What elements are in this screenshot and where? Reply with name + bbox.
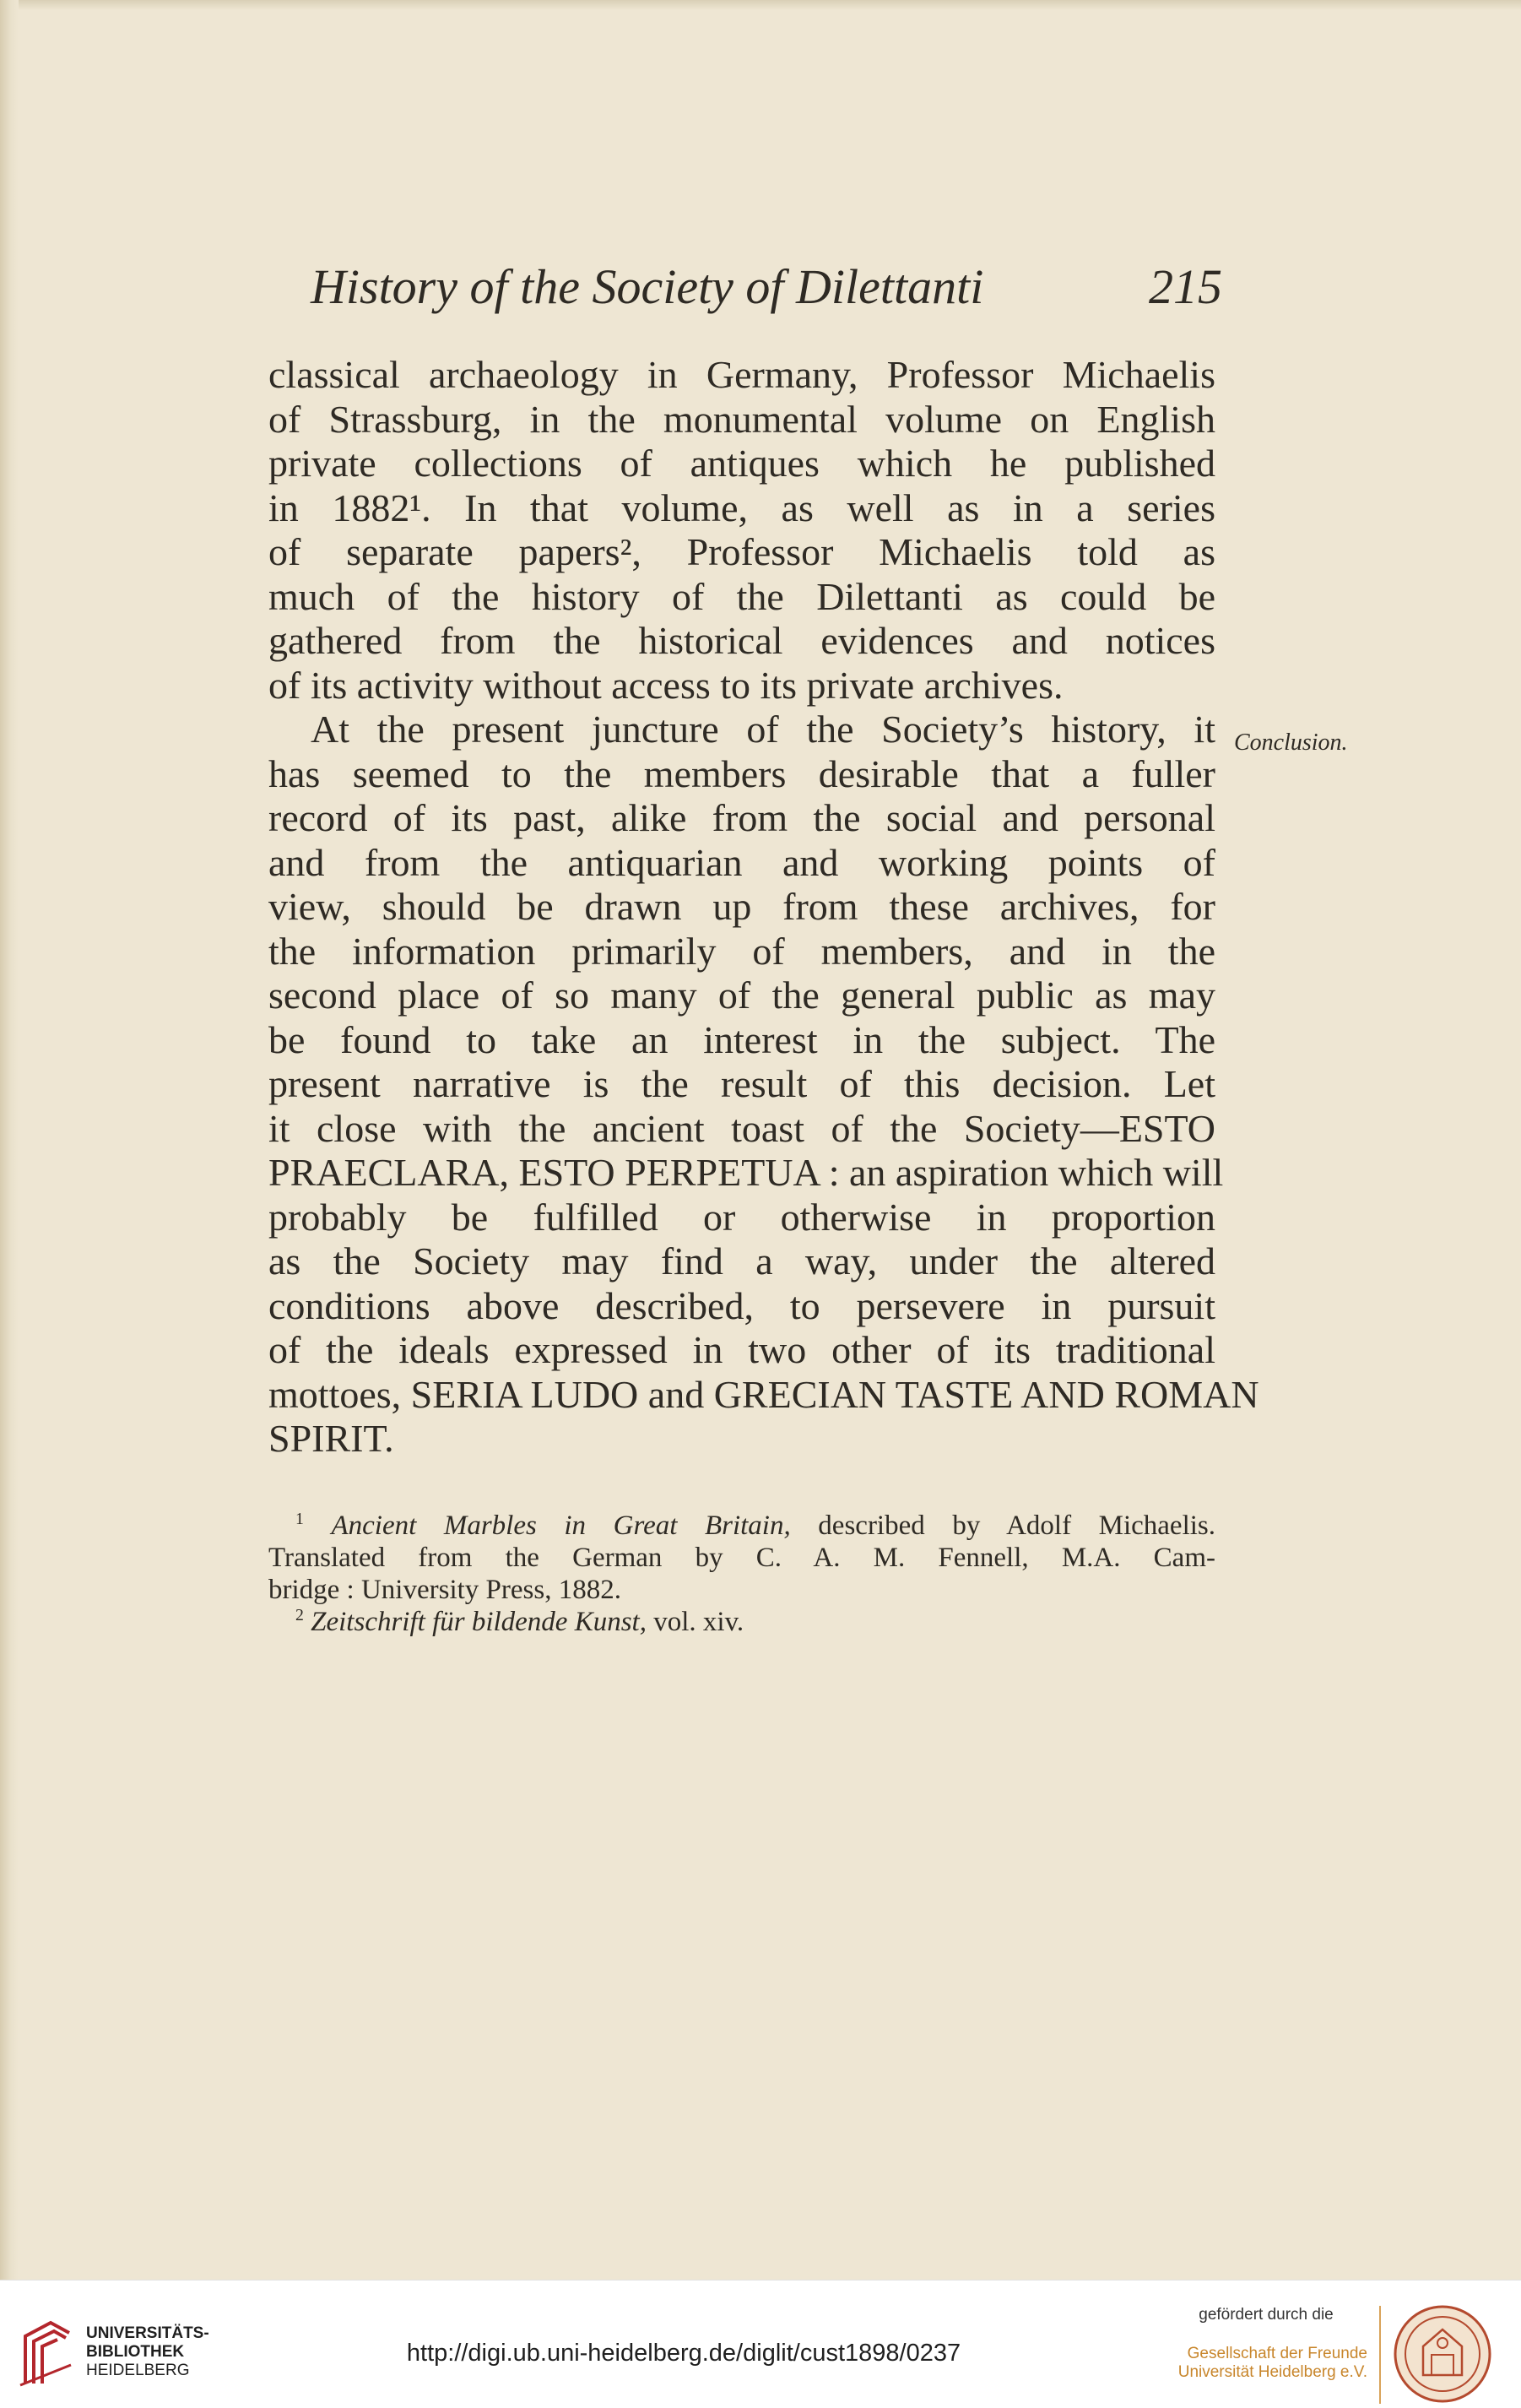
body-line: of the ideals expressed in two other of its traditional xyxy=(268,1328,1215,1371)
body-line: in 1882¹. In that volume, as well as in a series xyxy=(268,485,1215,529)
body-line: much of the history of the Dilettanti as could be xyxy=(268,574,1215,618)
footnote-line: bridge : University Press, 1882. xyxy=(268,1575,621,1605)
body-line: has seemed to the members desirable that a fuller xyxy=(268,751,1215,795)
footnote-2 xyxy=(268,1606,1215,1638)
library-name-line: HEIDELBERG xyxy=(86,2362,190,2379)
footnote-title: Ancient Marbles in Great Britain, xyxy=(331,1510,791,1541)
permalink-url[interactable]: http://digi.ub.uni-heidelberg.de/diglit/cust1898/0237 xyxy=(406,2340,961,2367)
footnote-title: Zeitschrift für bildende Kunst, xyxy=(311,1607,647,1637)
body-line: probably be fulfilled or otherwise in proportion xyxy=(268,1195,1215,1239)
page-number: 215 xyxy=(1149,259,1222,314)
body-line: present narrative is the result of this decision. Let xyxy=(268,1062,1215,1105)
footnote-line: Translated from the German by C. A. M. Fennell, M.A. Cam- xyxy=(268,1543,1215,1573)
body-line: the information primarily of members, and in the xyxy=(268,929,1215,973)
body-line: record of its past, alike from the social and personal xyxy=(268,796,1215,839)
sponsor-name-line: Gesellschaft der Freunde xyxy=(1187,2345,1367,2362)
sponsor-block xyxy=(1165,2306,1367,2382)
footnote-marker: 1 xyxy=(295,1510,304,1528)
body-line: be found to take an interest in the subject. The xyxy=(268,1017,1215,1061)
sponsor-divider xyxy=(1379,2306,1381,2404)
body-line: it close with the ancient toast of the Society—ESTO xyxy=(268,1106,1215,1150)
body-line: of its activity without access to its private archives. xyxy=(268,663,1064,707)
footnotes xyxy=(268,1510,1215,1638)
body-line: conditions above described, to persevere in pursuit xyxy=(268,1283,1215,1327)
page-gutter-edge xyxy=(0,0,19,2280)
body-line: private collections of antiques which he published xyxy=(268,442,1215,485)
body-line: At the present juncture of the Society’s history, it xyxy=(311,708,1215,751)
body-line: gathered from the historical evidences and notices xyxy=(268,619,1215,662)
footnote-marker: 2 xyxy=(295,1606,304,1624)
body-line: classical archaeology in Germany, Professor Michaelis xyxy=(268,353,1215,396)
footnote-1 xyxy=(268,1510,1215,1542)
body-line: SPIRIT. xyxy=(268,1417,394,1460)
running-head-title: History of the Society of Dilettanti xyxy=(311,259,984,314)
footnote-text: vol. xiv. xyxy=(646,1607,744,1637)
university-seal-icon xyxy=(1393,2304,1492,2404)
sponsor-caption: gefördert durch die xyxy=(1199,2306,1334,2324)
footer-bar xyxy=(0,2280,1521,2408)
library-name xyxy=(86,2324,209,2380)
library-name-line: BIBLIOTHEK xyxy=(86,2343,185,2361)
body-line: and from the antiquarian and working points of xyxy=(268,840,1215,884)
body-line: view, should be drawn up from these archives, for xyxy=(268,885,1215,928)
body-line: second place of so many of the general public as may xyxy=(268,974,1215,1017)
body-text xyxy=(268,353,1259,1462)
page-top-edge xyxy=(0,0,1521,10)
sponsor-name xyxy=(1165,2345,1367,2382)
body-line: of separate papers², Professor Michaelis told as xyxy=(268,530,1215,573)
running-head xyxy=(268,253,1222,321)
body-line: mottoes, SERIA LUDO and GRECIAN TASTE AND ROMAN xyxy=(268,1372,1259,1416)
body-line: as the Society may find a way, under the altered xyxy=(268,1239,1215,1283)
library-logo-icon xyxy=(17,2318,74,2387)
margin-note: Conclusion. xyxy=(1234,729,1348,756)
footnote-text: described by Adolf Michaelis. xyxy=(790,1510,1216,1541)
library-name-line: UNIVERSITÄTS- xyxy=(86,2324,209,2342)
body-line: of Strassburg, in the monumental volume on English xyxy=(268,397,1215,441)
sponsor-name-line: Universität Heidelberg e.V. xyxy=(1177,2363,1367,2381)
body-line: PRAECLARA, ESTO PERPETUA : an aspiration which will xyxy=(268,1151,1224,1194)
